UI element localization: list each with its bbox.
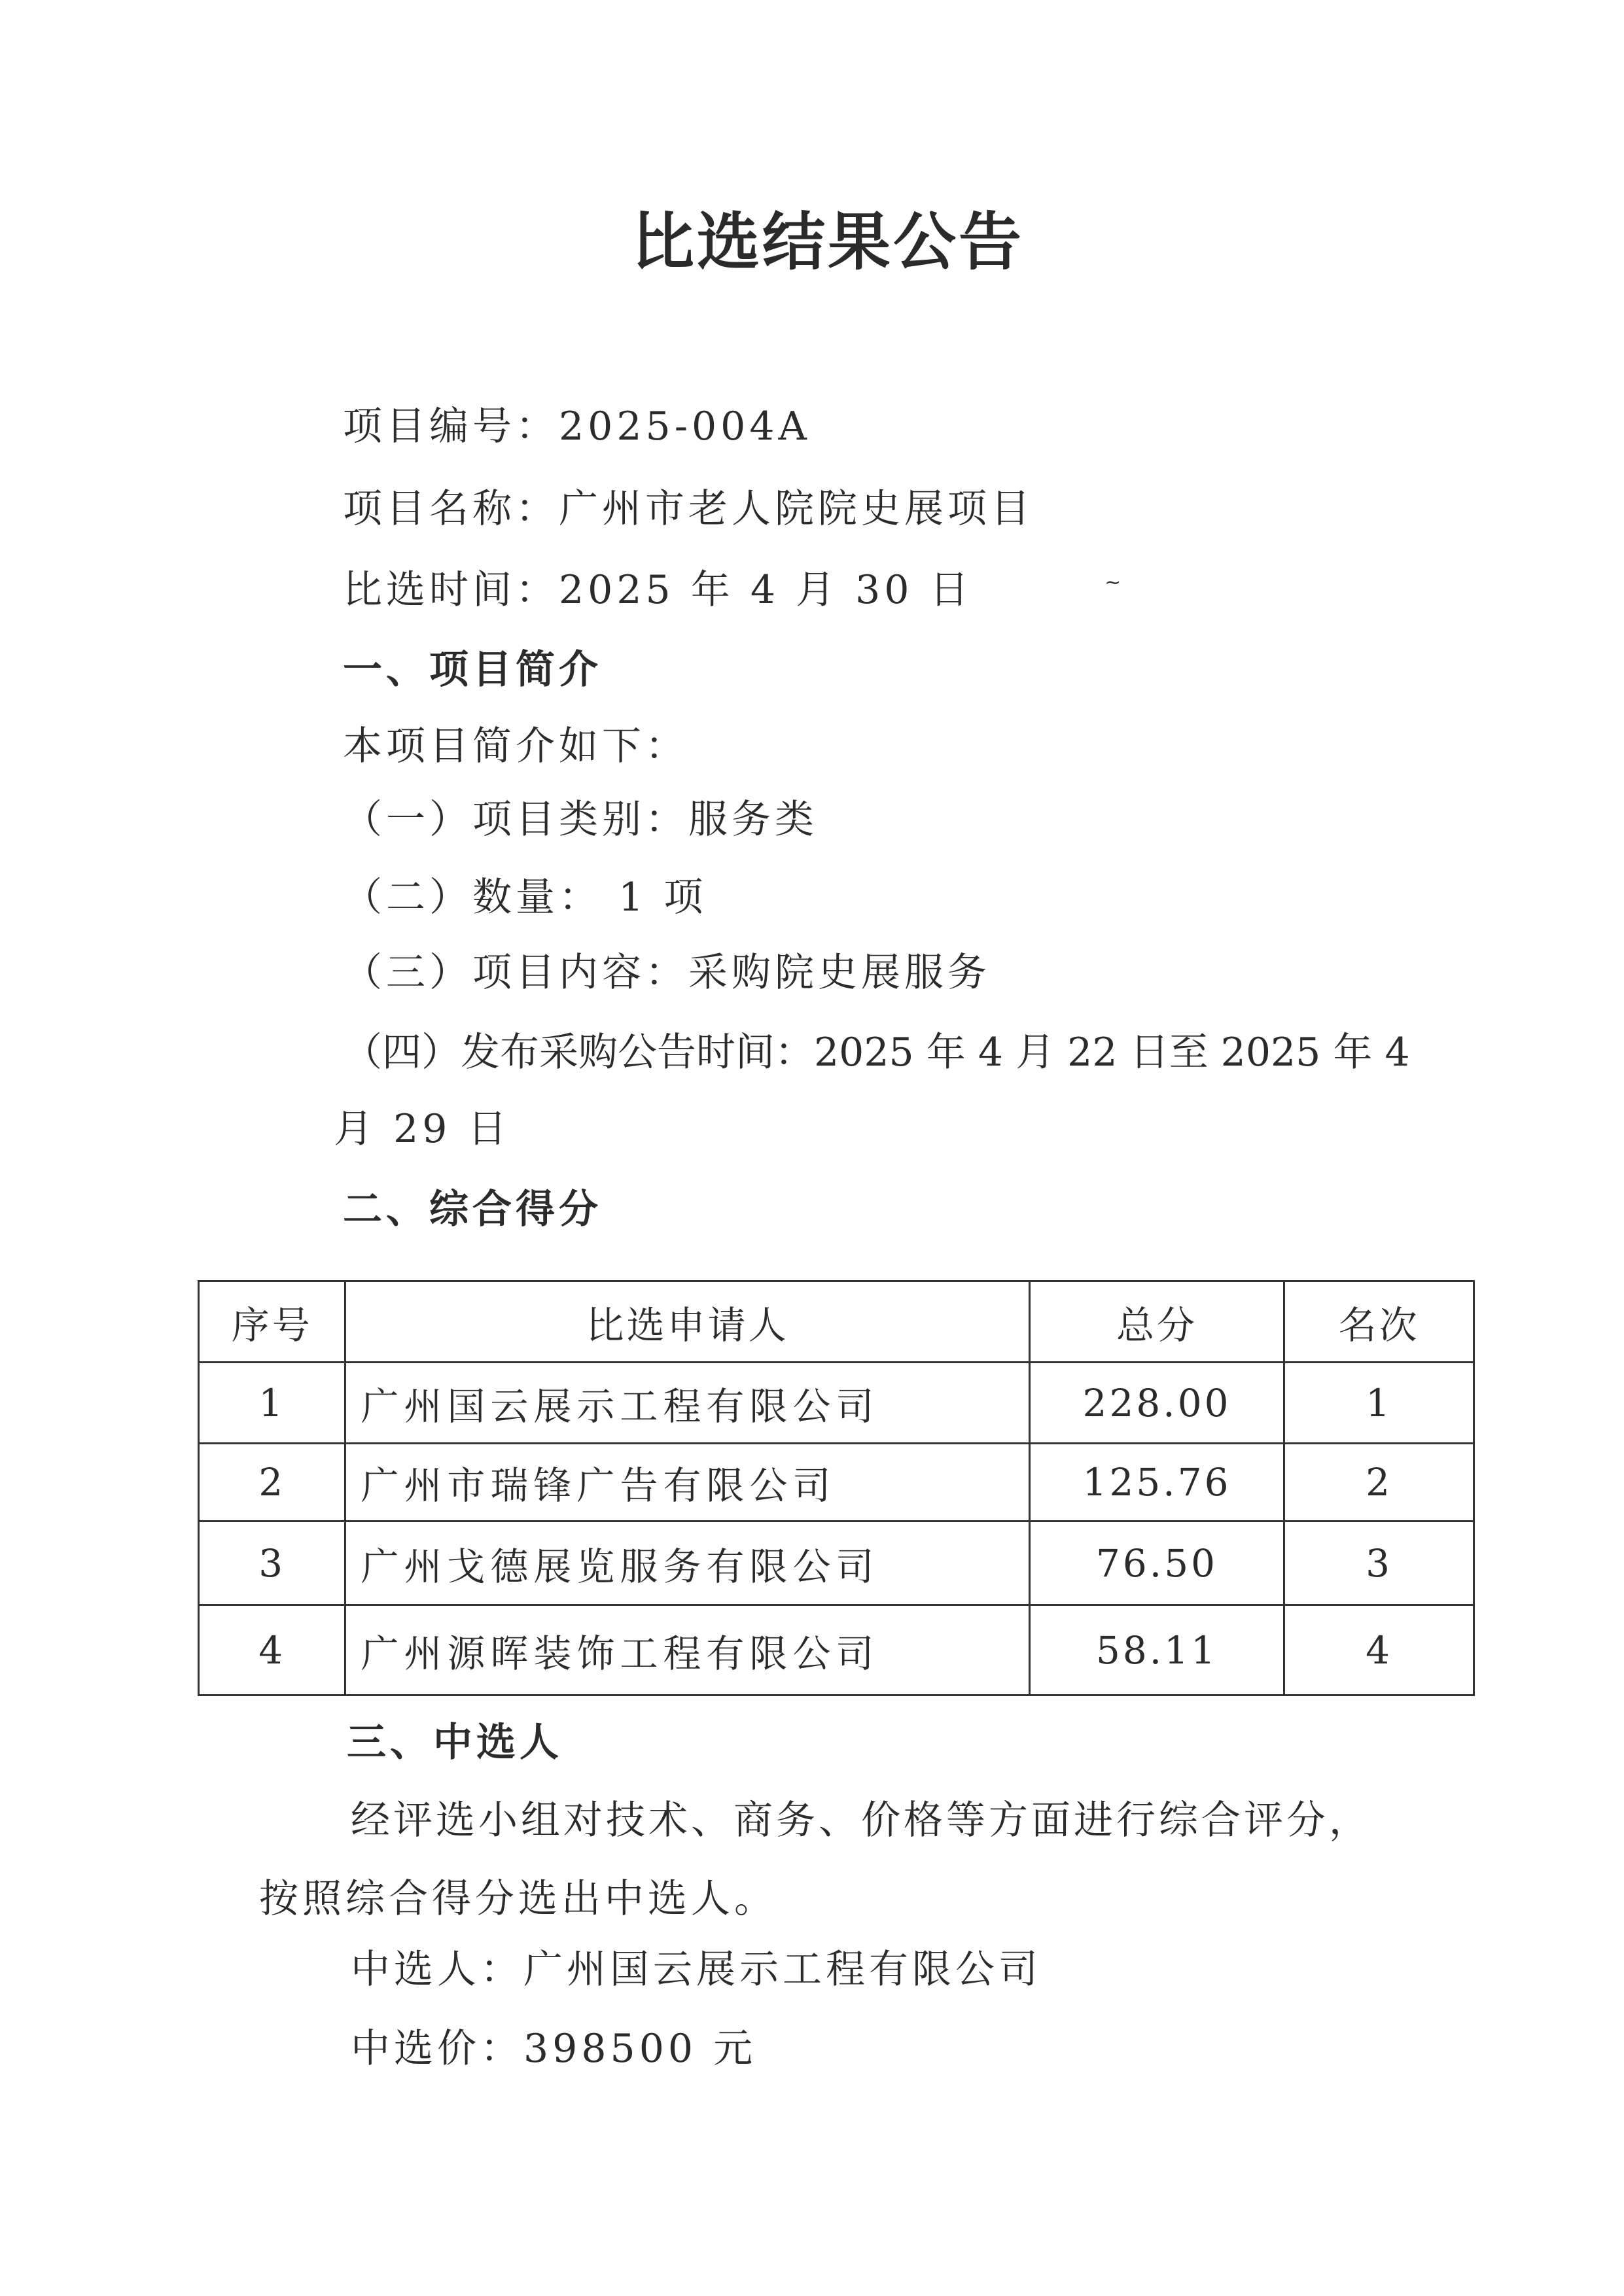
cell-rank: 3: [1284, 1522, 1474, 1605]
cell-index: 1: [199, 1363, 345, 1444]
cell-applicant: 广州源晖装饰工程有限公司: [345, 1605, 1029, 1696]
header-applicant: 比选申请人: [345, 1281, 1029, 1363]
header-index: 序号: [199, 1281, 345, 1363]
section3-paragraph-line2: 按照综合得分选出中选人。: [259, 1876, 777, 1922]
scores-table: [198, 1280, 1475, 1696]
section1-item-content: （三）项目内容：采购院史展服务: [343, 950, 991, 996]
cell-score: 125.76: [1029, 1444, 1284, 1522]
table-row: [199, 1444, 1474, 1522]
section3-paragraph-line1: 经评选小组对技术、商务、价格等方面进行综合评分，: [351, 1798, 1371, 1843]
cell-rank: 4: [1284, 1605, 1474, 1696]
table-row: [199, 1605, 1474, 1696]
winner-line: 中选人：广州国云展示工程有限公司: [351, 1947, 1042, 1992]
table-row: [199, 1522, 1474, 1605]
section3-heading: 三、中选人: [347, 1720, 563, 1765]
winning-price-line: 中选价：398500 元: [351, 2026, 757, 2072]
section1-item-category: （一）项目类别：服务类: [343, 797, 818, 843]
table-header-row: [199, 1281, 1474, 1363]
cell-applicant: 广州戈德展览服务有限公司: [345, 1522, 1029, 1605]
table-row: [199, 1363, 1474, 1444]
section1-intro: 本项目简介如下：: [343, 723, 688, 769]
section1-item-announcement-period-continuation: 月 29 日: [334, 1106, 511, 1152]
document-title: 比选结果公告: [631, 205, 1024, 279]
section1-item-announcement-period: （四）发布采购公告时间：2025 年 4 月 22 日至 2025 年 4: [343, 1030, 1410, 1075]
project-number: 项目编号：2025-004A: [343, 404, 811, 449]
header-rank: 名次: [1284, 1281, 1474, 1363]
scan-artifact-mark: ~: [1104, 571, 1121, 594]
cell-score: 58.11: [1029, 1605, 1284, 1696]
cell-rank: 1: [1284, 1363, 1474, 1444]
cell-applicant: 广州国云展示工程有限公司: [345, 1363, 1029, 1444]
section1-heading: 一、项目简介: [343, 647, 602, 693]
cell-score: 76.50: [1029, 1522, 1284, 1605]
project-name: 项目名称：广州市老人院院史展项目: [343, 486, 1034, 532]
cell-index: 4: [199, 1605, 345, 1696]
section1-item-quantity: （二）数量： 1 项: [343, 875, 707, 920]
cell-score: 228.00: [1029, 1363, 1284, 1444]
cell-rank: 2: [1284, 1444, 1474, 1522]
cell-index: 2: [199, 1444, 345, 1522]
cell-index: 3: [199, 1522, 345, 1605]
cell-applicant: 广州市瑞锋广告有限公司: [345, 1444, 1029, 1522]
selection-date: 比选时间：2025 年 4 月 30 日: [343, 567, 973, 613]
header-score: 总分: [1029, 1281, 1284, 1363]
section2-heading: 二、综合得分: [343, 1187, 602, 1232]
